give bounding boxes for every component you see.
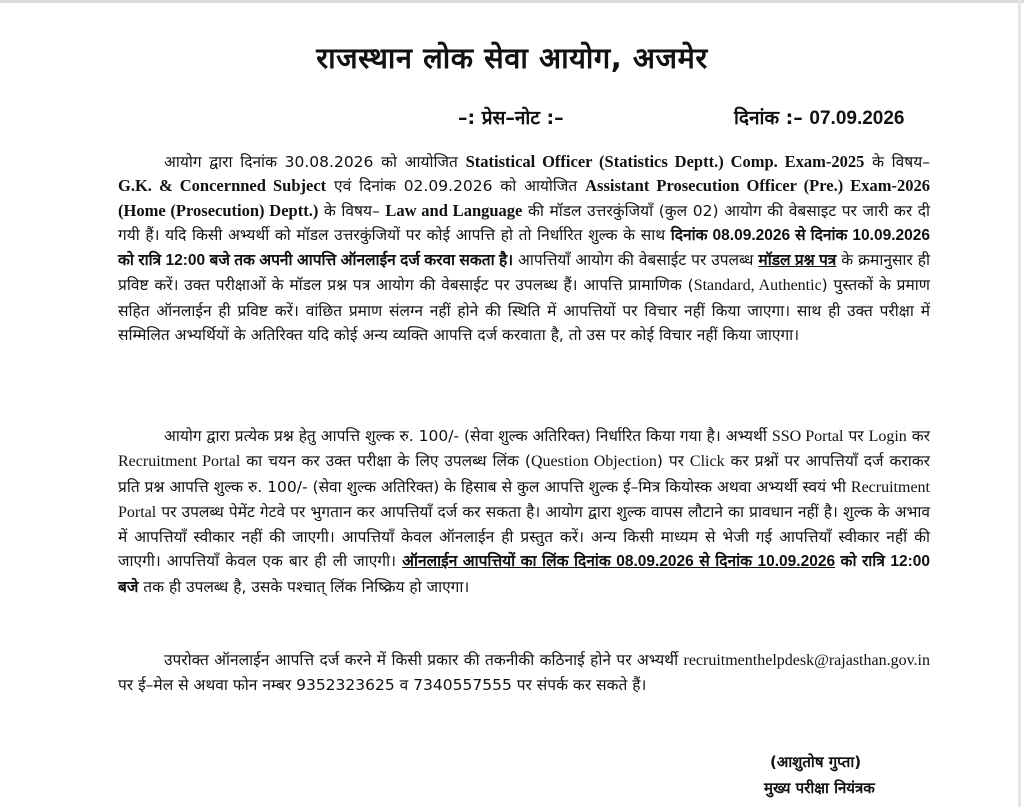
exam-name-apo: Assistant Prosecution Officer (Pre.) Exam-2026 (Home (Prosecution) Deptt.)	[118, 176, 931, 220]
p1-text: आपत्तियाँ आयोग की वेबसाईट पर उपलब्ध	[513, 251, 759, 270]
p1-text: के क्रमानुसार ही प्रविष्ट करें। उक्त परीक्षाओं के मॉडल प्रश्न पत्र आयोग की वेबसाईट पर उपलब्ध हैं। आपत्ति प्रामाणिक (	[118, 251, 930, 295]
click-text: Click	[689, 453, 725, 471]
objection-deadline: दिनांक 08.09.2026 से दिनांक 10.09.2026 को रात्रि 12:00 बजे तक अपनी आपत्ति ऑनलाईन दर्ज करवा सकता है।	[118, 226, 931, 270]
p2-text: का चयन कर उक्त परीक्षा के लिए उपलब्ध लिंक (	[240, 452, 531, 471]
login-text: Login	[868, 428, 907, 445]
p2-text: ) पर	[656, 452, 690, 471]
exam-name-statistical-officer: Statistical Officer (Statistics Deptt.) Comp. Exam-2025	[465, 152, 865, 171]
paragraph-3	[118, 648, 930, 698]
p2-text: कर	[906, 427, 930, 445]
sso-portal: SSO Portal	[771, 428, 844, 445]
online-objection-link-dates: ऑनलाईन आपत्तियों का लिंक दिनांक 08.09.2026 से दिनांक 10.09.2026	[402, 553, 836, 571]
p1-text: आयोग द्वारा दिनांक 30.08.2026 को आयोजित	[164, 153, 466, 171]
document-title: राजस्थान लोक सेवा आयोग, अजमेर	[316, 41, 708, 75]
model-paper-link-text: मॉडल प्रश्न पत्र	[758, 252, 837, 270]
link-deadline-time: को रात्रि 12:00 बजे	[118, 553, 931, 596]
p2-text: पर	[843, 427, 869, 445]
helpdesk-email: recruitmenthelpdesk@rajasthan.gov.in	[683, 652, 930, 669]
p2-text: तक ही उपलब्ध है, उसके पश्चात् लिंक निष्क्रिय हो जाएगा।	[138, 577, 470, 596]
paragraph-1	[118, 150, 930, 347]
paragraph-2	[118, 424, 930, 600]
date-label: दिनांक :–	[734, 107, 803, 129]
subject-law: Law and Language	[385, 200, 523, 220]
p1-text: एवं दिनांक 02.09.2026 को आयोजित	[326, 177, 586, 196]
subject-gk: G.K. & Concernned Subject	[118, 176, 327, 196]
p3-text: पर ई–मेल से अथवा फोन नम्बर 9352323625 व 7340557555 पर संपर्क कर सकते हैं।	[118, 676, 647, 695]
date-line	[734, 104, 905, 130]
p2-text: पर उपलब्ध पेमेंट गेटवे पर भुगतान कर आपत्तियाँ दर्ज कर सकता है। आयोग द्वारा शुल्क वापस लौटाने का प्रावधान नहीं है। शुल्क के अभाव में आपत्तियाँ स्वीकार नहीं की जाएगी। आपत्तियाँ केवल ऑनलाईन ही प्रस्तुत करें। अन्य किसी माध्यम से भेजी गई आपत्तियाँ स्वीकार नहीं की जाएगी। आपत्तियाँ केवल एक बार ही ली जाएगी।	[118, 502, 930, 571]
signatory-name: (आशुतोष गुप्ता)	[770, 753, 862, 771]
right-border	[1018, 0, 1021, 807]
top-border	[0, 0, 1024, 3]
p1-text: की मॉडल उत्तरकुंजियाँ (कुल 02) आयोग की वेबसाइट पर जारी कर दी गयी हैं। यदि किसी अभ्यर्थी को मॉडल उत्तरकुंजियों पर कोई आपत्ति हो तो निर्धारित शुल्क के साथ	[118, 201, 930, 244]
recruitment-portal: Recruitment Portal	[118, 453, 241, 471]
p1-text: के विषय–	[318, 201, 386, 220]
p2-text: आयोग द्वारा प्रत्येक प्रश्न हेतु आपत्ति शुल्क रु. 100/- (सेवा शुल्क अतिरिक्त) निर्धारित किया गया है। अभ्यर्थी	[164, 427, 772, 445]
question-objection: Question Objection	[530, 453, 657, 471]
signatory-designation: मुख्य परीक्षा नियंत्रक	[764, 779, 875, 797]
p2-text: कर प्रश्नों पर आपत्तियाँ दर्ज कराकर प्रति प्रश्न आपत्ति शुल्क रु. 100/- (सेवा शुल्क अतिरिक्त) के हिसाब से कुल आपत्ति शुल्क ई–मित्र कियोस्क अथवा अभ्यर्थी स्वयं भी	[118, 452, 931, 496]
standard-authentic: Standard, Authentic	[693, 277, 822, 295]
p1-text: ) पुस्तकों के प्रमाण सहित ऑनलाईन ही प्रविष्ट करें। वांछित प्रमाण संलग्न नहीं होने की स्थिति में आपत्तियों पर विचार नहीं किया जाएगा। साथ ही उक्त परीक्षा में सम्मिलित अभ्यर्थियों के अतिरिक्त यदि कोई अन्य व्यक्ति आपत्ति दर्ज करवाता है, तो उस पर कोई विचार नहीं किया जाएगा।	[118, 276, 930, 345]
press-note-heading: –: प्रेस–नोट :–	[458, 107, 564, 129]
recruitment-portal: Recruitment Portal	[118, 478, 930, 521]
date-value: 07.09.2026	[809, 108, 905, 129]
p1-text: के विषय–	[864, 153, 930, 171]
p3-text: उपरोक्त ऑनलाईन आपत्ति दर्ज करने में किसी प्रकार की तकनीकी कठिनाई होने पर अभ्यर्थी	[164, 651, 684, 669]
